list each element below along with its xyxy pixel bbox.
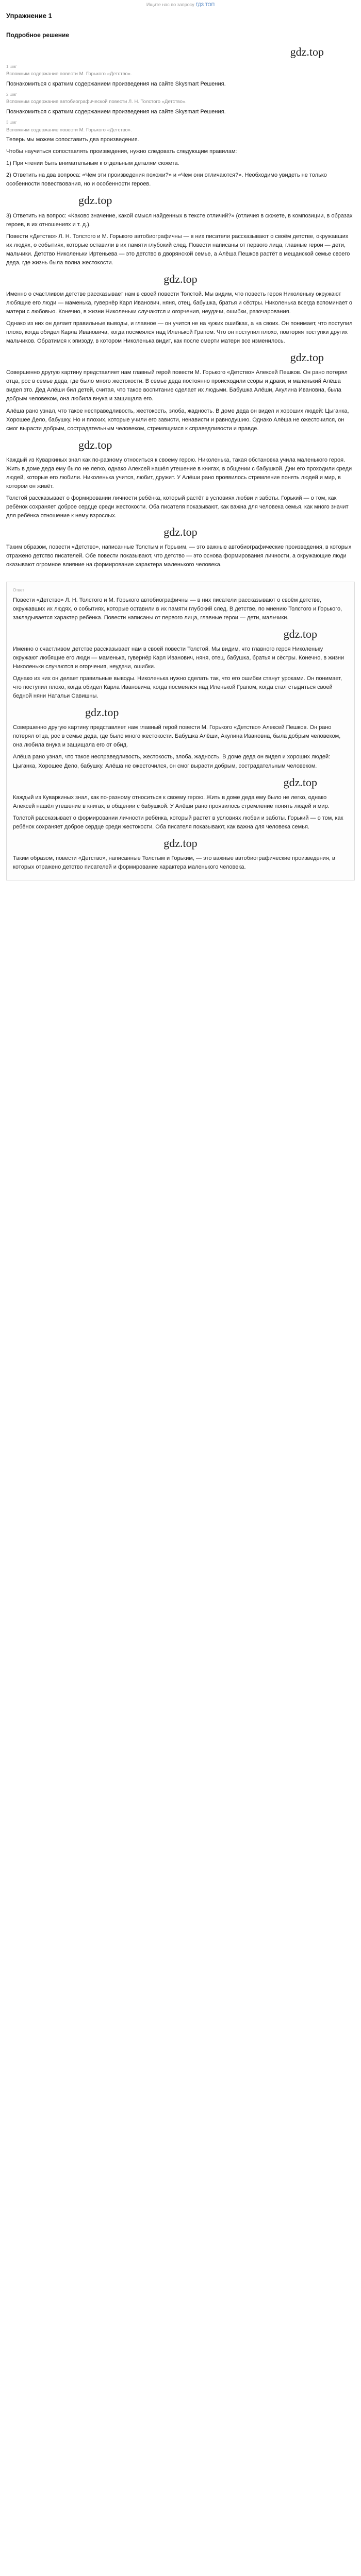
answer-paragraph: Алёша рано узнал, что такое несправедливость, жестокость, злоба, жадность. В доме деда он видел и хороших людей: Цыганка, Хорошее Дело, бабушку. Алёша не ожесточился, он смог вырасти добрым, сострадательным человеком. (13, 754, 331, 769)
top-banner-text: Ищите нас по запросу (146, 2, 196, 7)
top-banner-link[interactable]: ГДЗ ТОП (195, 2, 215, 7)
paragraph: Познакомиться с кратким содержанием произведения на сайте Skysmart Решения. (6, 109, 226, 115)
step-label: 1 шаг (6, 64, 17, 69)
paragraph: Совершенно другую картину представляет нам главный герой повести М. Горького «Детство» Алексей Пешков. Он рано потерял отца, рос в семье деда, где было много жестокости. В семье деда постоянно происходили ссоры и драки, и маленький Алёша видел это. Дед Алёши бил детей, считая, что такое воспитание сделает их людьми. Бабушка Алёши, Акулина Ивановна, была добрым человеком, она любила внука и защищала его. (6, 369, 348, 402)
paragraph: Толстой рассказывает о формировании личности ребёнка, который растёт в условиях любви и заботы. Горький — о том, как ребёнок сохраняет доброе сердце среди жестокости. Оба писателя показывают, как важна для человека семья, как много значит для ребёнка отношение к нему взрослых. (6, 495, 349, 519)
answer-paragraph: Однако из них он делает правильные выводы. Николенька нужно сделать так, что его ошибки станут уроками. Он понимает, что поступил плохо, когда обидел Карла Ивановича, когда посмеялся над Иленькой Грапом, когда стал стыдиться своей бедной няни Натальи Савишны. (13, 675, 342, 700)
answer-block (6, 582, 355, 880)
watermark: gdz.top (163, 272, 198, 285)
step-text: Вспомним содержание автобиографической повести Л. Н. Толстого «Детство». (6, 99, 187, 105)
answer-paragraph: Таким образом, повести «Детство», написанные Толстым и Горьким, — это важные автобиографические произведения, в которых отражено детство писателей и формирование характера маленького человека. (13, 855, 335, 870)
paragraph: Однако из них он делает правильные выводы, и главное — он учится не на чужих ошибках, а на своих. Он понимает, что поступил плохо, когда обидел Карла Ивановича, когда посмеялся над Иленькой Грапом. Что он поступил плохо, повторяя поступки других мальчиков. Обратимся к эпизоду, в котором Николенька видит, как после смерти матери все изменилось. (6, 320, 353, 345)
watermark: gdz.top (290, 45, 324, 58)
paragraph: Алёша рано узнал, что такое несправедливость, жестокость, злоба, жадность. В доме деда он видел и хороших людей: Цыганка, Хорошее Дело, бабушку. Но и плохих, которые учили его зависти, ненависти и равнодушию. Однако Алёша не ожесточился, он смог вырасти добрым, сострадательным человеком, стремящимся к справедливости и правде. (6, 408, 349, 432)
step-text: Вспомним содержание повести М. Горького «Детство». (6, 127, 132, 133)
watermark: gdz.top (283, 627, 317, 640)
answer-paragraph: Толстой рассказывает о формировании личности ребёнка, который растёт в условиях любви и заботы. Горький — о том, как ребёнок сохраняет доброе сердце среди жестокости. Оба писателя показывают, как важна для человека семья. (13, 815, 343, 830)
paragraph: 1) При чтении быть внимательным к отдельным деталям сюжета. (6, 160, 179, 167)
paragraph: Таким образом, повести «Детство», написанные Толстым и Горьким, — это важные автобиографические произведения, в которых отражено детство писателей. Обе повести показывают, что детство — это основа формирования личности, а окружающие люди оказывают огромное влияние на формирование характера маленького человека. (6, 544, 352, 568)
watermark: gdz.top (163, 836, 198, 850)
paragraph: 2) Ответить на два вопроса: «Чем эти произведения похожи?» и «Чем они отличаются?». Необходимо увидеть не только особенности повествования, но и особенности героев. (6, 172, 327, 188)
answer-paragraph: Повести «Детство» Л. Н. Толстого и М. Горького автобиографичны — в них писатели рассказывают о своём детстве, окружавших их людях, о событиях, которые оставили в их памяти глубокий след. В детстве, по мнению Толстого и Горького, закладывается характер ребёнка. Повести написаны от первого лица, главные герои — дети, мальчики. (13, 597, 342, 621)
answer-paragraph: Каждый из Куваркиных знал, как по-разному относиться к своему герою. Жить в доме деда ему было не легко, однако Алексей нашёл утешение в книгах, в общении с бабушкой. У Алёши рано проявилось стремление понять людей и мир. (13, 794, 330, 809)
solution-subtitle: Подробное решение (6, 31, 70, 39)
step-label: 2 шаг (6, 92, 17, 97)
paragraph: Теперь мы можем сопоставить два произведения. (6, 137, 139, 143)
watermark: gdz.top (163, 526, 198, 539)
paragraph (6, 80, 355, 89)
paragraph: Повести «Детство» Л. Н. Толстого и М. Горького автобиографичны — в них писатели рассказывают о своём детстве, окружавших их людях, о событиях, которые оставили в их памяти глубокий след. Повести написаны от первого лица, главные герои — дети, мальчики. Детство Николеньки Иртеньева — это детство в дворянской семье, а Алёша Пешков растёт в мещанской семье своего деда, где жизнь была полна жестокости. (6, 233, 350, 266)
answer-paragraph: Именно о счастливом детстве рассказывает нам в своей повести Толстой. Мы видим, что главного героя Николеньку окружают любящие его люди — маменька, гувернёр Карл Иванович, няня, отец, бабушка, братья и сёстры. Конечно, в жизни Николеньки случаются и огорчения, неудачи, ошибки. (13, 646, 344, 670)
watermark: gdz.top (78, 438, 112, 451)
watermark: gdz.top (283, 775, 317, 789)
paragraph: Именно о счастливом детстве рассказывает нам в своей повести Толстой. Мы видим, что повесть героя Николеньку окружают любящие его люди — маменька, гувернёр Карл Иванович, няня, отец, бабушка, братья и сёстры. Николенька всегда вспоминает о матери с любовью. Конечно, в жизни Николеньки случаются и огорчения, неудачи, ошибки, разочарования. (6, 291, 352, 315)
step-label: 3 шаг (6, 120, 17, 125)
watermark: gdz.top (78, 194, 112, 207)
answer-label: Ответ (13, 588, 24, 593)
step-text: Вспомним содержание повести М. Горького «Детство». (6, 71, 132, 77)
watermark: gdz.top (290, 351, 324, 364)
top-banner (0, 0, 361, 9)
answer-paragraph: Совершенно другую картину представляет нам главный герой повести М. Горького «Детство» Алексей Пешков. Он рано потерял отца, рос в семье деда, где было много жестокости. Бабушка Алёши, Акулина Ивановна, была добрым человеком, она любила внука и защищала его от обид. (13, 724, 341, 749)
paragraph-text: Познакомиться с кратким содержанием произведения на сайте Skysmart Решения. (6, 80, 226, 87)
watermark: gdz.top (85, 706, 119, 719)
paragraph: Чтобы научиться сопоставлять произведения, нужно следовать следующим правилам: (6, 148, 237, 155)
exercise-title: Упражнение 1 (6, 12, 52, 20)
paragraph: Каждый из Куваркиных знал как по-разному относиться к своему герою. Николенька, такая обстановка учила маленького героя. Жить в доме деда ему было не легко, однако Алексей нашёл утешение в книгах, в общении с бабушкой. Дни его проходили среди людей, которые его любили. Николенька учится, любит, дружит. У Алёши рано проявилось стремление понять людей и мир, в котором он живёт. (6, 456, 352, 489)
paragraph: 3) Ответить на вопрос: «Каково значение, какой смысл найденных в тексте отличий?» (отличия в сюжете, в композиции, в образах героев, в их отношениях и т. д.). (6, 212, 353, 228)
